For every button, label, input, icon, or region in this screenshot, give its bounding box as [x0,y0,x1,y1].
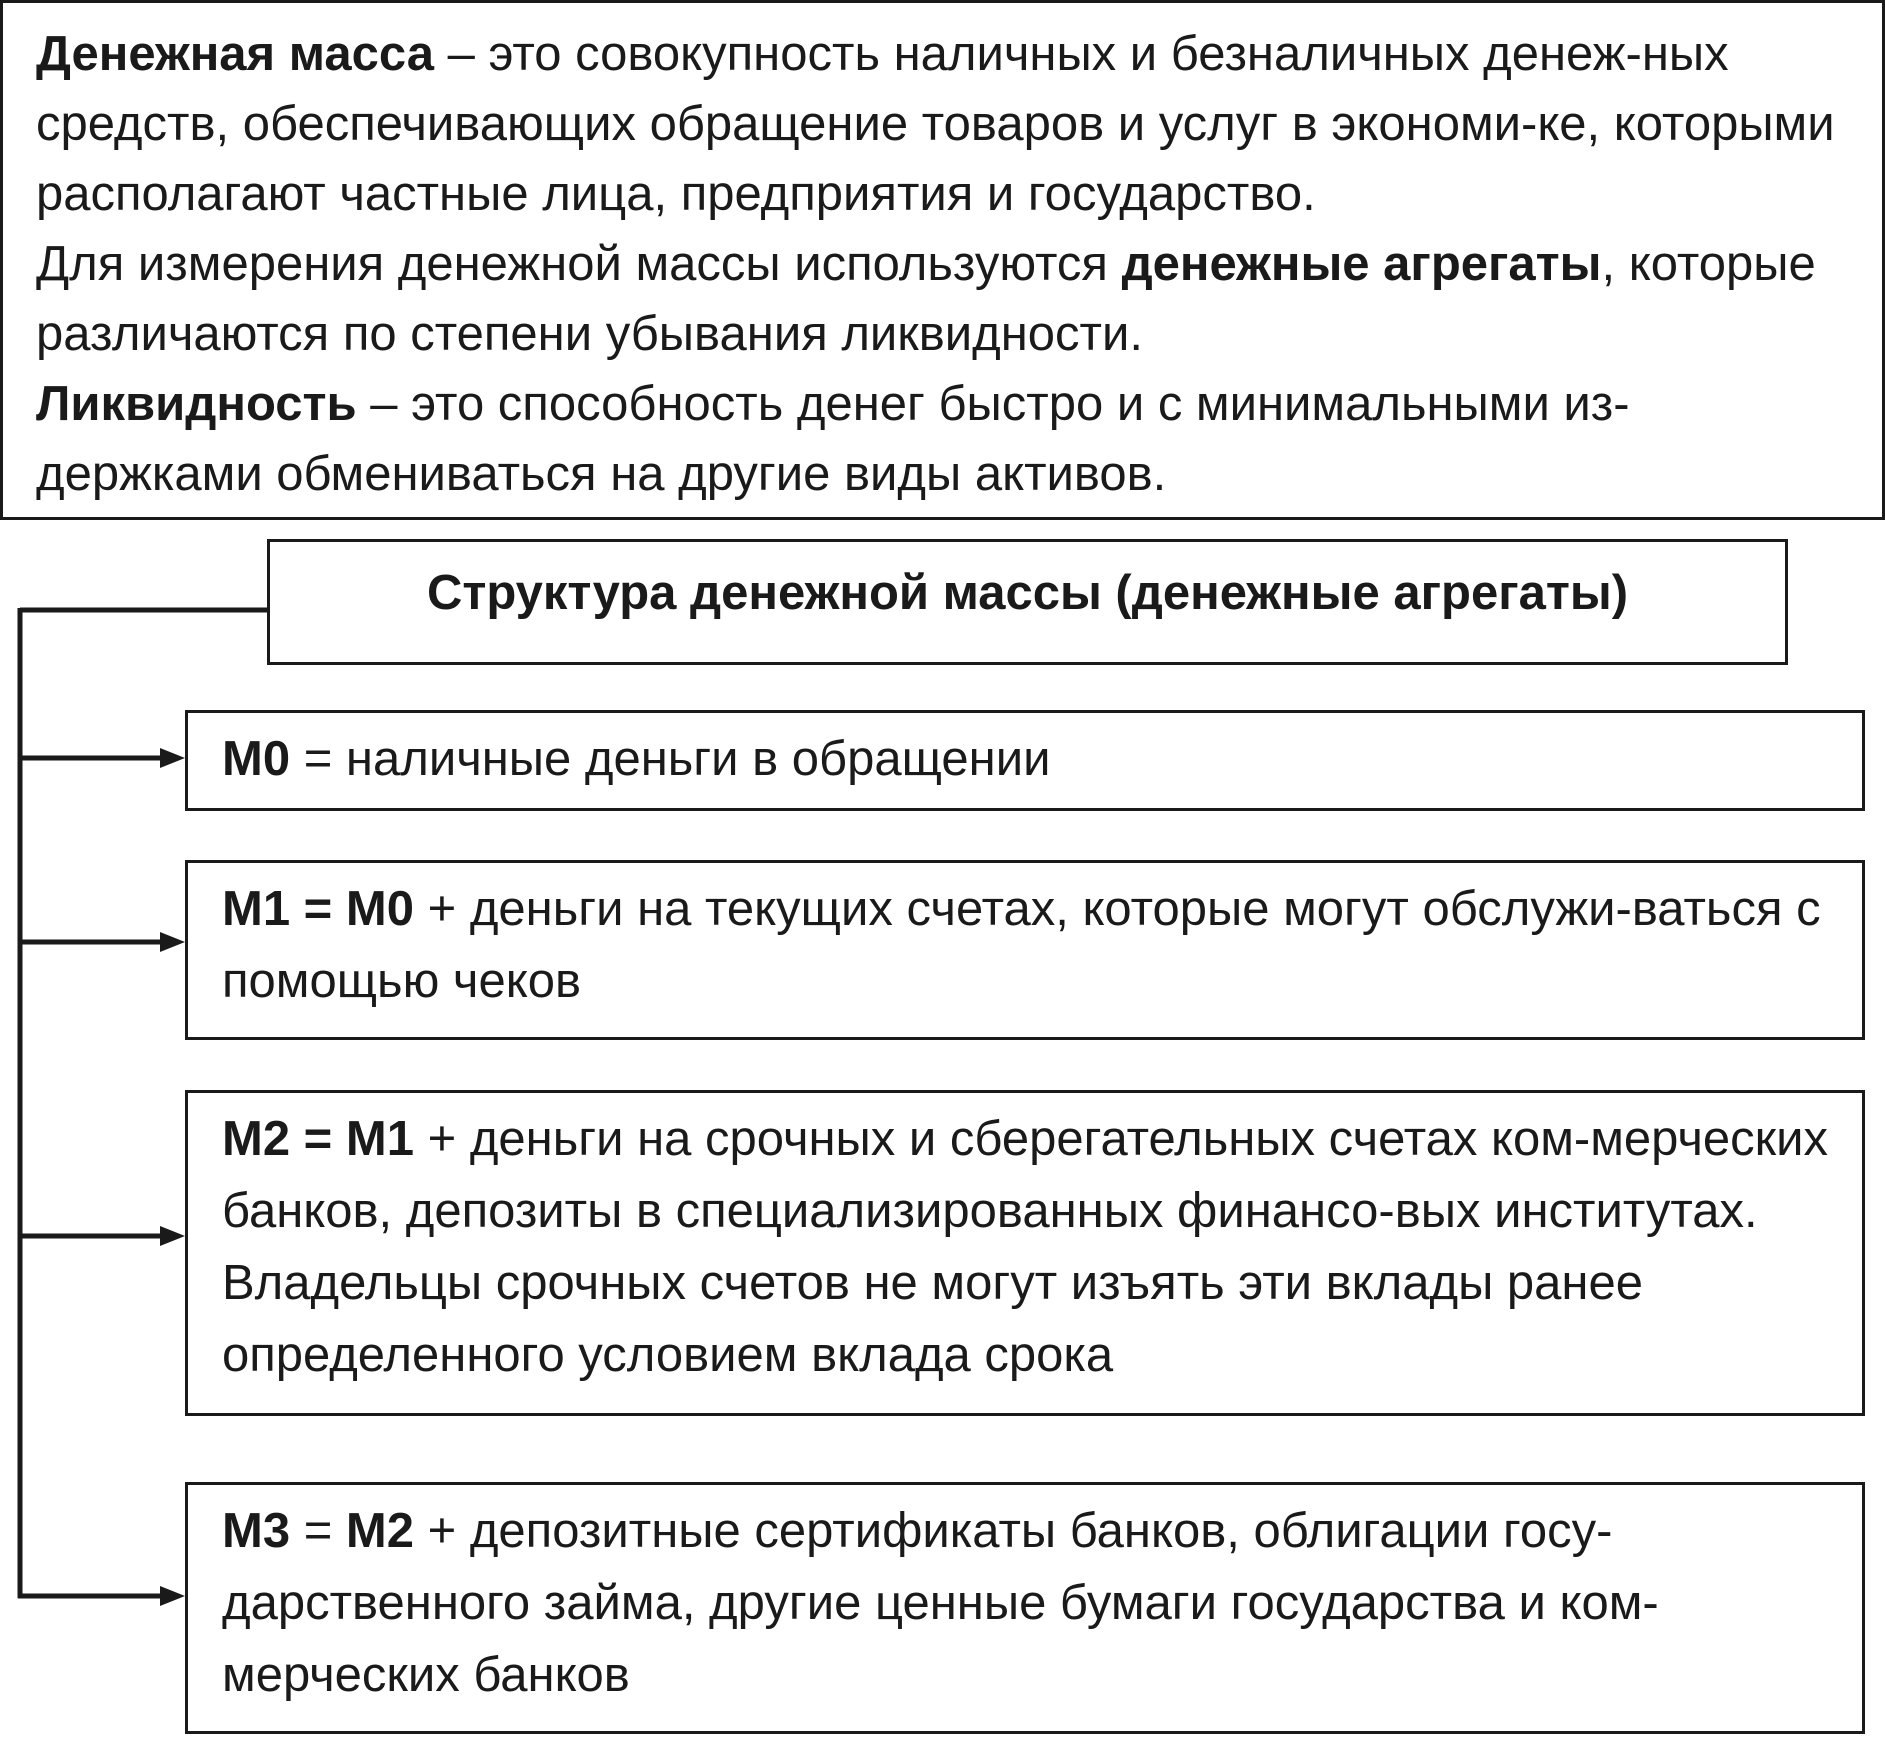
aggregate-m2-formula: М2 = М1 [222,1112,414,1166]
measure-text-end: , которые различаются по степени убывания ликвидности. [36,237,1816,361]
aggregates-term: денежные агрегаты [1121,237,1602,291]
arrow-m3 [18,1586,185,1606]
aggregate-m0-formula: М0 [222,732,291,786]
structure-title: Структура денежной массы (денежные агрегаты) [426,566,1629,620]
aggregate-m0-box [185,710,1865,811]
aggregate-m1-formula: М1 = М0 [222,882,414,936]
aggregate-m3-formula-a: М3 [222,1504,291,1558]
aggregate-m2-box [185,1090,1865,1416]
aggregate-m3-box [185,1482,1865,1734]
money-supply-text: – это совокупность наличных и безналичных денеж-ных средств, обеспечивающих обращение товаров и услуг в экономи-ке, которыми располагают частные лица, предприятия и государство. [36,27,1835,221]
money-supply-term: Денежная масса [36,27,434,81]
aggregate-m3-text: + депозитные сертификаты банков, облигации госу-дарственного займа, другие ценные бумаги государства и ком-мерческих банков [222,1504,1659,1702]
liquidity-term: Ликвидность [36,377,357,431]
aggregate-m3-formula-b: М2 [345,1504,414,1558]
liquidity-text: – это способность денег быстро и с минимальными из-держками обмениваться на другие виды активов. [36,377,1630,501]
arrow-m0 [18,748,185,768]
aggregate-m1-box [185,860,1865,1040]
aggregate-m2-text: + деньги на срочных и сберегательных счетах ком-мерческих банков, депозиты в специализированных финансо-вых институтах. Владельцы срочных счетов не могут изъять эти вклады ранее определенного условием вклада срока [222,1112,1828,1382]
arrow-m1 [18,932,185,952]
aggregate-m0-text: = наличные деньги в обращении [290,732,1051,786]
arrow-m2 [18,1226,185,1246]
aggregate-m1-text: + деньги на текущих счетах, которые могут обслужи-ваться с помощью чеков [222,882,1821,1008]
aggregate-m3-formula-eq: = [290,1504,346,1558]
measure-text-start: Для измерения денежной массы используются [36,237,1122,291]
